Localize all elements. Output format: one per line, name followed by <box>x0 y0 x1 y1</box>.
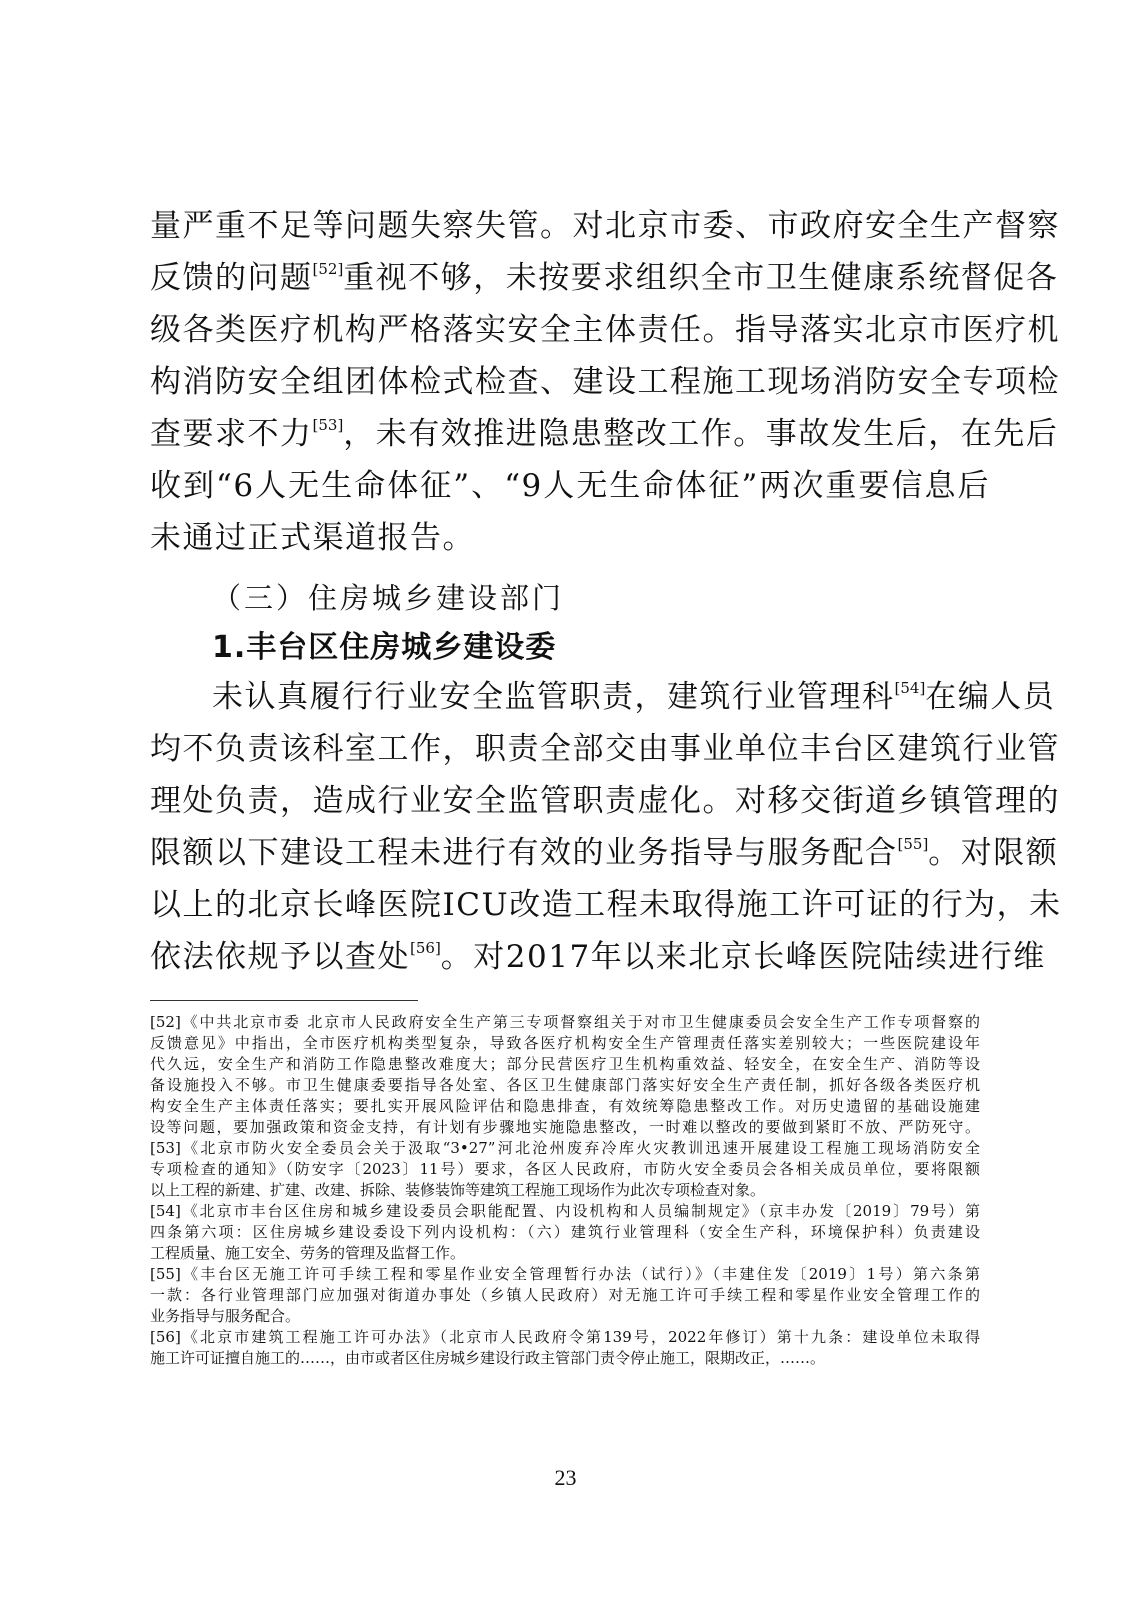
body-line: 依法依规予以查处[56]。对2017年以来北京长峰医院陆续进行维 <box>150 939 1046 975</box>
footnote-55-line: 业务指导与服务配合。 <box>150 1307 301 1325</box>
footnote-52-line: 备设施投入不够。市卫生健康委要指导各处室、各区卫生健康部门落实好安全生产责任制，抓好各级各类医疗机 <box>150 1076 980 1094</box>
footnote-53-line: 专项检查的通知》（防安字〔2023〕11号）要求，各区人民政府，市防火安全委员会各相关成员单位，要将限额 <box>150 1160 980 1178</box>
footnote-ref-53[interactable]: [53] <box>312 416 344 434</box>
subsection-heading: 1.丰台区住房城乡建设委 <box>212 630 557 665</box>
footnote-ref-52[interactable]: [52] <box>312 260 344 278</box>
footnote-ref-56[interactable]: [56] <box>410 939 441 957</box>
body-line: 量严重不足等问题失察失管。对北京市委、市政府安全生产督察 <box>150 208 1060 244</box>
footnote-53-line: 以上工程的新建、扩建、改建、拆除、装修装饰等建筑工程施工现场作为此次专项检查对象。 <box>150 1181 766 1199</box>
body-line: 未认真履行行业安全监管职责，建筑行业管理科[54]在编人员 <box>212 679 1056 715</box>
footnote-52-line: [52]《中共北京市委 北京市人民政府安全生产第三专项督察组关于对市卫生健康委员会安全生产工作专项督察的 <box>150 1013 980 1031</box>
body-line: 构消防安全组团体检式检查、建设工程施工现场消防安全专项检 <box>150 364 1060 400</box>
body-line: 级各类医疗机构严格落实安全主体责任。指导落实北京市医疗机 <box>150 312 1060 348</box>
body-line: 查要求不力[53]，未有效推进隐患整改工作。事故发生后，在先后 <box>150 416 1059 452</box>
footnote-ref-55[interactable]: [55] <box>897 835 929 853</box>
page-number: 23 <box>554 1465 577 1490</box>
footnote-52-line: 设等问题，要加强政策和资金支持，有计划有步骤地实施隐患整改，一时难以整改的要做到紧盯不放、严防死守。 <box>150 1118 980 1136</box>
footnote-54-line: 工程质量、施工安全、劳务的管理及监督工作。 <box>150 1244 466 1262</box>
footnote-55-line: [55]《丰台区无施工许可手续工程和零星作业安全管理暂行办法（试行）》（丰建住发〔2019〕1号）第六条第 <box>150 1265 980 1283</box>
footnote-55-line: 一款：各行业管理部门应加强对街道办事处（乡镇人民政府）对无施工许可手续工程和零星作业安全管理工作的 <box>150 1286 980 1304</box>
footnote-52-line: 代久远，安全生产和消防工作隐患整改难度大；部分民营医疗卫生机构重效益、轻安全，在安全生产、消防等设 <box>150 1055 980 1073</box>
footnote-54-line: 四条第六项：区住房城乡建设委设下列内设机构：（六）建筑行业管理科（安全生产科，环境保护科）负责建设 <box>150 1223 980 1241</box>
body-line: 均不负责该科室工作，职责全部交由事业单位丰台区建筑行业管 <box>150 731 1060 767</box>
footnote-52-line: 构安全生产主体责任落实；要扎实开展风险评估和隐患排查，有效统筹隐患整改工作。对历史遗留的基础设施建 <box>150 1097 980 1115</box>
body-line: 收到“6人无生命体征”、“9人无生命体征”两次重要信息后 <box>150 468 990 504</box>
footnote-56-line: [56]《北京市建筑工程施工许可办法》（北京市人民政府令第139号，2022年修订）第十九条：建设单位未取得 <box>150 1328 980 1346</box>
body-line: 以上的北京长峰医院ICU改造工程未取得施工许可证的行为，未 <box>150 887 1062 923</box>
footnote-53-line: [53]《北京市防火安全委员会关于汲取“3•27”河北沧州废弃冷库火灾教训迅速开展建设工程施工现场消防安全 <box>150 1139 980 1157</box>
footnote-54-line: [54]《北京市丰台区住房和城乡建设委员会职能配置、内设机构和人员编制规定》（京丰办发〔2019〕79号）第 <box>150 1202 980 1220</box>
footnote-56-line: 施工许可证擅自施工的……，由市或者区住房城乡建设行政主管部门责令停止施工，限期改正，……。 <box>150 1349 826 1367</box>
body-line: 反馈的问题[52]重视不够，未按要求组织全市卫生健康系统督促各 <box>150 260 1059 296</box>
footnote-ref-54[interactable]: [54] <box>894 679 926 697</box>
footnote-52-line: 反馈意见》中指出，全市医疗机构类型复杂，导致各医疗机构安全生产管理责任落实差别较大；一些医院建设年 <box>150 1034 980 1052</box>
body-line: 限额以下建设工程未进行有效的业务指导与服务配合[55]。对限额 <box>150 835 1059 871</box>
footnote-divider <box>150 1000 418 1001</box>
section-heading: （三）住房城乡建设部门 <box>212 581 565 615</box>
body-line: 理处负责，造成行业安全监管职责虚化。对移交街道乡镇管理的 <box>150 783 1060 819</box>
body-line: 未通过正式渠道报告。 <box>150 520 475 556</box>
